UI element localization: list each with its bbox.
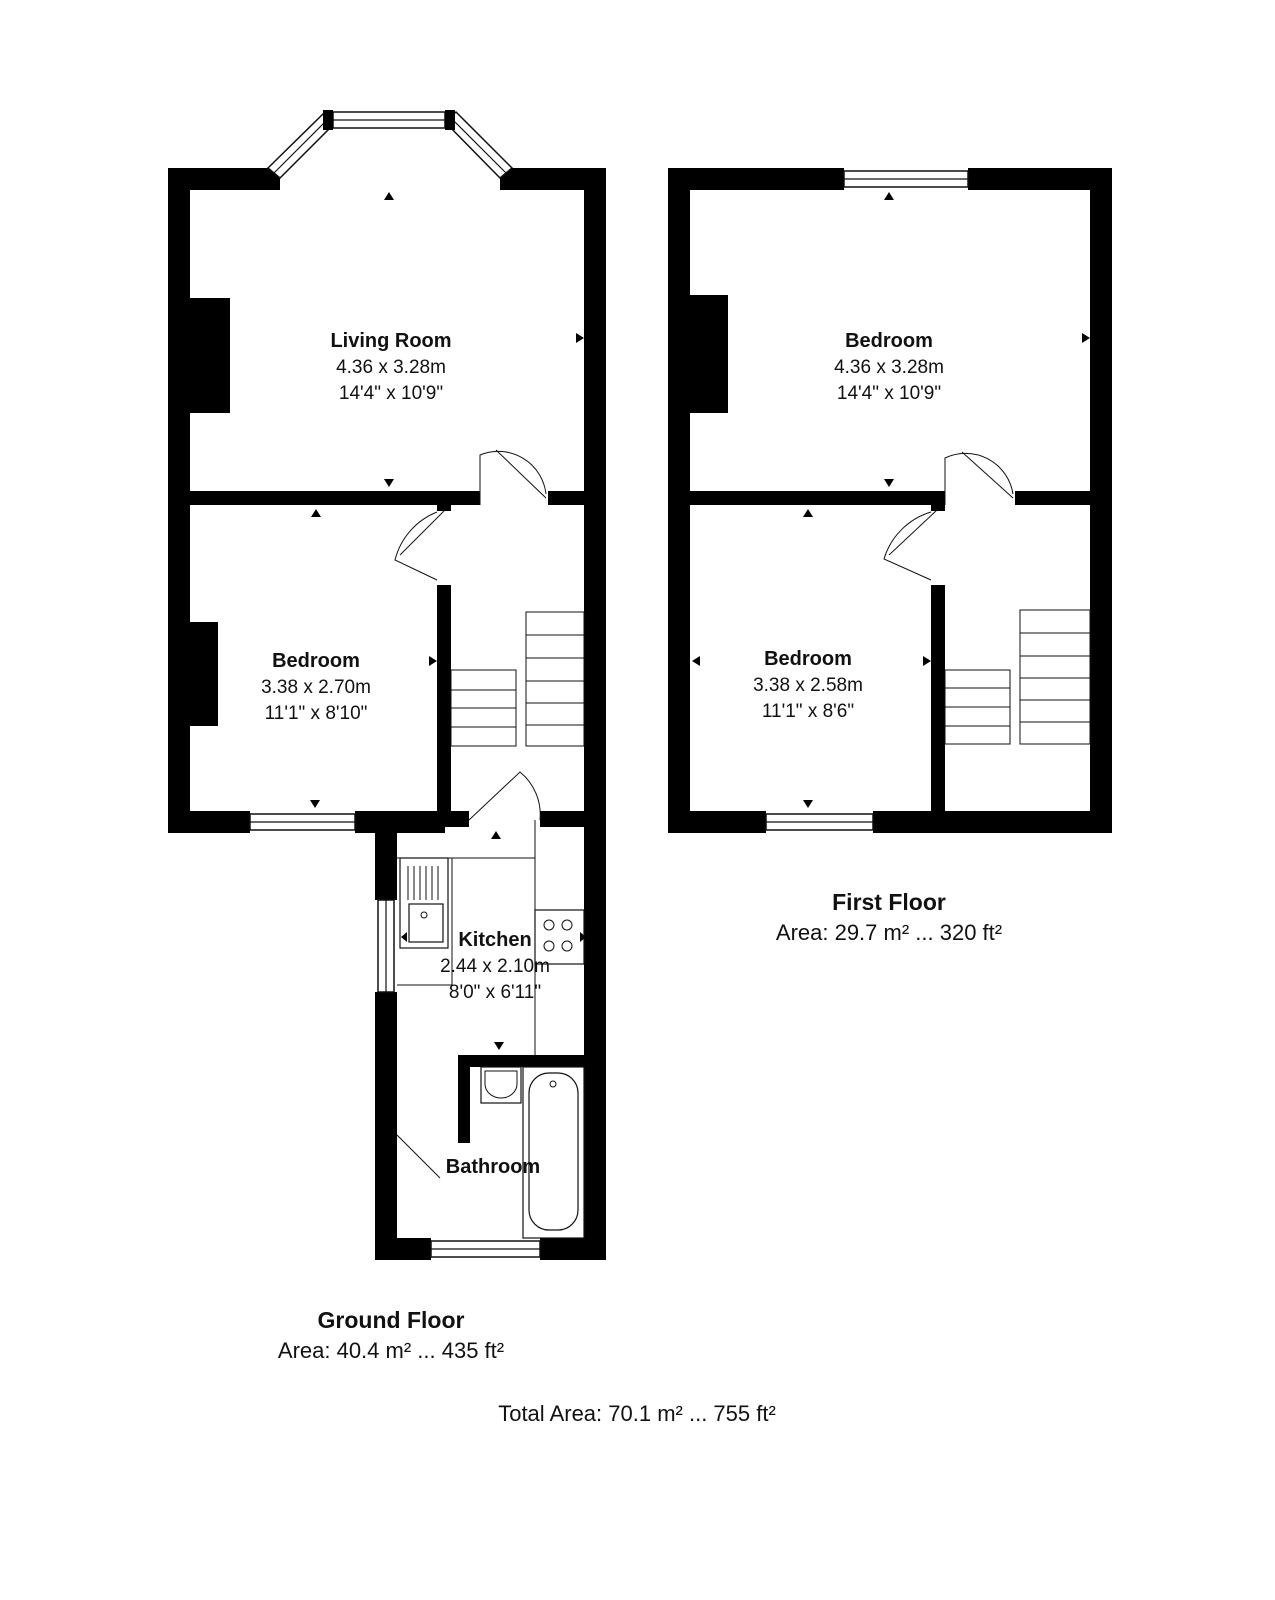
- first-bedroom-rear-name: Bedroom: [764, 648, 852, 670]
- first-doors: [884, 452, 1013, 580]
- ground-bedroom-name: Bedroom: [272, 650, 360, 672]
- ground-bedroom-metric: 3.38 x 2.70m: [261, 677, 371, 698]
- living-room-imperial: 14'4" x 10'9": [338, 383, 444, 404]
- kitchen-metric: 2.44 x 2.10m: [440, 956, 550, 977]
- first-floor-area: Area: 29.7 m² ... 320 ft²: [775, 920, 1003, 945]
- first-floor-title: First Floor: [832, 889, 946, 915]
- first-bedroom-front-metric: 4.36 x 3.28m: [834, 357, 944, 378]
- first-floor-plan: [668, 168, 1112, 945]
- ground-floor-title: Ground Floor: [317, 1307, 465, 1333]
- first-bedroom-rear-imperial: 11'1" x 8'6": [761, 701, 855, 722]
- ground-floor-area: Area: 40.4 m² ... 435 ft²: [277, 1338, 505, 1363]
- bay-window: [268, 110, 512, 178]
- first-bedroom-front-imperial: 14'4" x 10'9": [836, 383, 942, 404]
- bathroom-fixtures: [481, 1067, 584, 1238]
- total-area: Total Area: 70.1 m² ... 755 ft²: [498, 1401, 776, 1426]
- kitchen-imperial: 8'0" x 6'11": [448, 982, 542, 1003]
- ground-floor-plan: [168, 110, 606, 1363]
- ground-bedroom-imperial: 11'1" x 8'10": [264, 703, 368, 724]
- living-room-name: Living Room: [330, 330, 452, 352]
- living-room-metric: 4.36 x 3.28m: [336, 357, 446, 378]
- first-bedroom-rear-metric: 3.38 x 2.58m: [753, 675, 863, 696]
- first-bedroom-front-name: Bedroom: [845, 330, 933, 352]
- ground-stairs: [451, 612, 584, 746]
- bathroom-name: Bathroom: [445, 1156, 541, 1178]
- kitchen-name: Kitchen: [458, 929, 532, 951]
- first-stairs: [945, 610, 1090, 744]
